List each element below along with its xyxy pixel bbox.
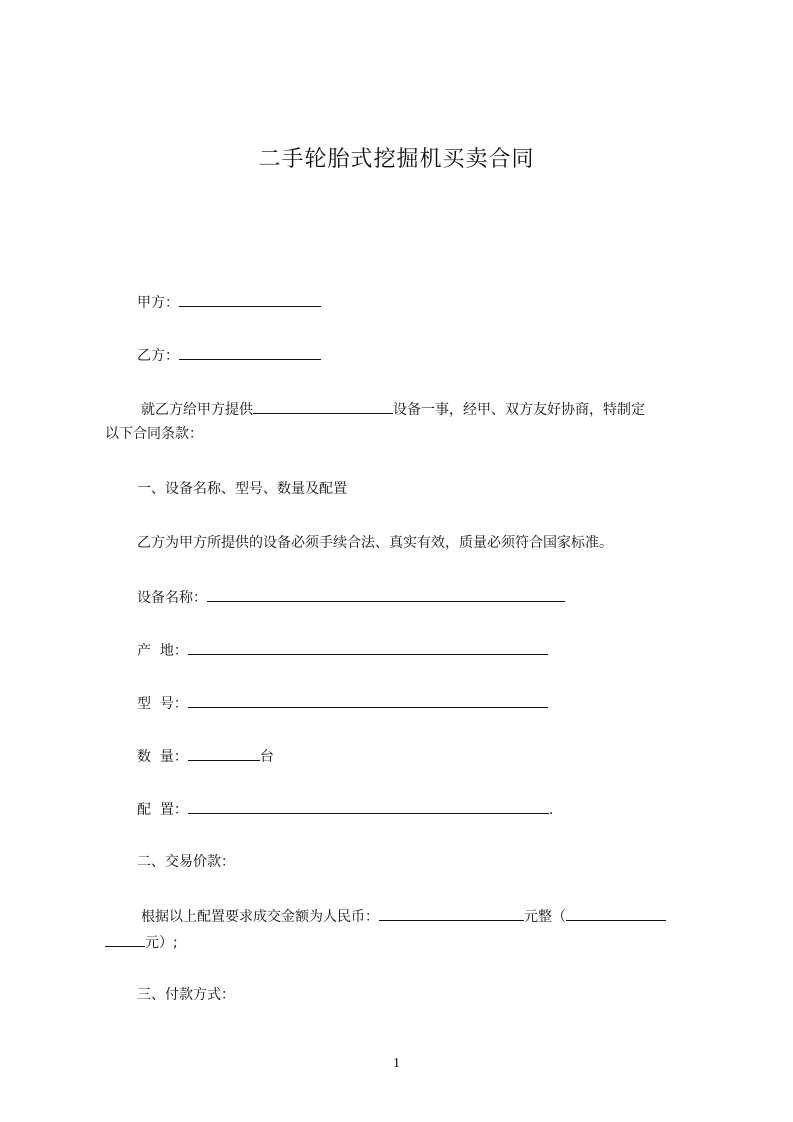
section-2-heading: 二、交易价款： — [137, 854, 235, 870]
quantity-label: 数 量： — [137, 749, 188, 765]
intro-text-end: 设备一事，经甲、双方友好协商，特制定 — [393, 402, 645, 418]
price-amount-blank[interactable] — [379, 905, 524, 921]
price-figure-blank-end[interactable] — [105, 931, 145, 947]
model-line — [137, 692, 548, 714]
equipment-name-label: 设备名称： — [137, 590, 207, 606]
party-a-line — [137, 291, 321, 313]
config-blank[interactable] — [188, 798, 549, 814]
section-3-heading: 三、付款方式： — [137, 987, 235, 1003]
origin-label: 产 地： — [137, 643, 188, 659]
quantity-unit: 台 — [259, 749, 274, 765]
model-label: 型 号： — [137, 696, 188, 712]
origin-line — [137, 639, 548, 661]
party-a-label: 甲方： — [137, 295, 179, 311]
section-1-heading: 一、设备名称、型号、数量及配置 — [137, 481, 347, 497]
intro-line-2: 以下合同条款： — [105, 426, 203, 442]
party-b-label: 乙方： — [137, 348, 179, 364]
section-1-body: 乙方为甲方所提供的设备必须手续合法、真实有效，质量必须符合国家标准。 — [137, 535, 613, 551]
equipment-supply-blank[interactable] — [253, 398, 393, 414]
config-line — [137, 798, 553, 820]
intro-line-1 — [141, 398, 645, 420]
party-b-line — [137, 344, 321, 366]
equipment-name-line — [137, 586, 565, 608]
price-line-1 — [141, 905, 666, 927]
quantity-blank[interactable] — [188, 745, 260, 761]
origin-blank[interactable] — [188, 639, 548, 655]
party-b-blank[interactable] — [179, 344, 321, 360]
document-title: 二手轮胎式挖掘机买卖合同 — [258, 147, 535, 172]
intro-text-start: 就乙方给甲方提供 — [141, 402, 253, 418]
party-a-blank[interactable] — [179, 291, 321, 307]
equipment-name-blank[interactable] — [207, 586, 565, 602]
price-figure-blank-start[interactable] — [566, 905, 666, 921]
quantity-line — [137, 745, 274, 767]
config-end: . — [548, 802, 554, 818]
model-blank[interactable] — [188, 692, 548, 708]
price-text-start: 根据以上配置要求成交金额为人民币： — [141, 909, 379, 925]
page-number: 1 — [393, 1056, 400, 1071]
price-text-mid: 元整（ — [524, 909, 566, 925]
config-label: 配 置： — [137, 802, 188, 818]
price-text-end: 元）; — [145, 935, 178, 951]
price-line-2 — [105, 931, 178, 953]
